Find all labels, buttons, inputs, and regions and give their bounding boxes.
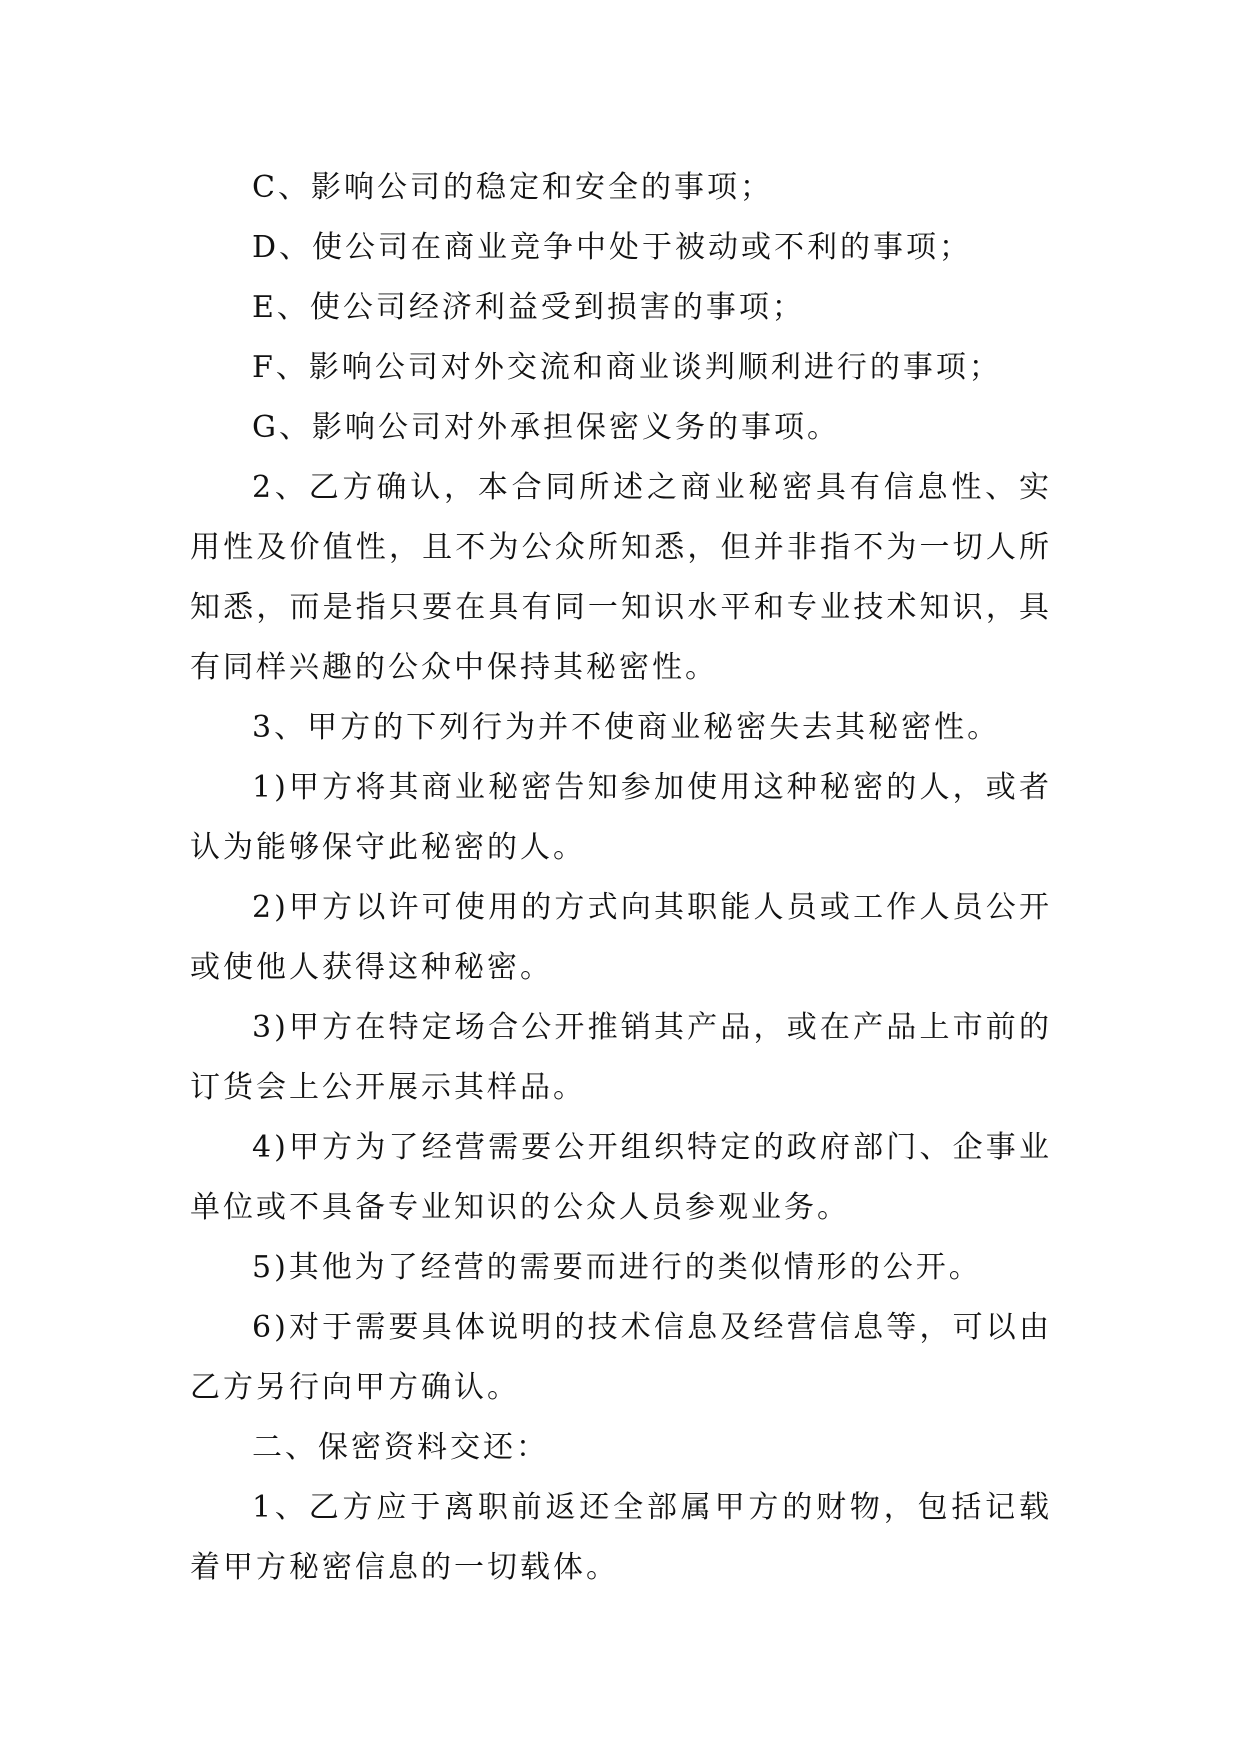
return-clause-1: 1、乙方应于离职前返还全部属甲方的财物，包括记载着甲方秘密信息的一切载体。 (190, 1490, 1052, 1585)
item-2: 2)甲方以许可使用的方式向其职能人员或工作人员公开或使他人获得这种秘密。 (190, 890, 1052, 985)
clause-c: C、影响公司的稳定和安全的事项； (252, 170, 773, 205)
item-5: 5)其他为了经营的需要而进行的类似情形的公开。 (252, 1250, 982, 1285)
clause-d: D、使公司在商业竞争中处于被动或不利的事项； (252, 230, 973, 265)
item-3: 3)甲方在特定场合公开推销其产品，或在产品上市前的订货会上公开展示其样品。 (190, 1010, 1052, 1105)
document-body (190, 158, 1052, 1598)
clause-e: E、使公司经济利益受到损害的事项； (252, 290, 805, 325)
item-6: 6)对于需要具体说明的技术信息及经营信息等，可以由乙方另行向甲方确认。 (190, 1310, 1052, 1405)
clause-g: G、影响公司对外承担保密义务的事项。 (252, 410, 840, 445)
clause-f: F、影响公司对外交流和商业谈判顺利进行的事项； (252, 350, 1002, 385)
section-3-heading: 3、甲方的下列行为并不使商业秘密失去其秘密性。 (252, 710, 1001, 745)
section-heading-return: 二、保密资料交还： (252, 1430, 549, 1465)
section-2-confirmation: 2、乙方确认，本合同所述之商业秘密具有信息性、实用性及价值性，且不为公众所知悉，但并非指不为一切人所知悉，而是指只要在具有同一知识水平和专业技术知识，具有同样兴趣的公众中保持其秘密性。 (190, 470, 1052, 685)
item-1: 1)甲方将其商业秘密告知参加使用这种秘密的人，或者认为能够保守此秘密的人。 (190, 770, 1052, 865)
item-4: 4)甲方为了经营需要公开组织特定的政府部门、企事业单位或不具备专业知识的公众人员参观业务。 (190, 1130, 1052, 1225)
